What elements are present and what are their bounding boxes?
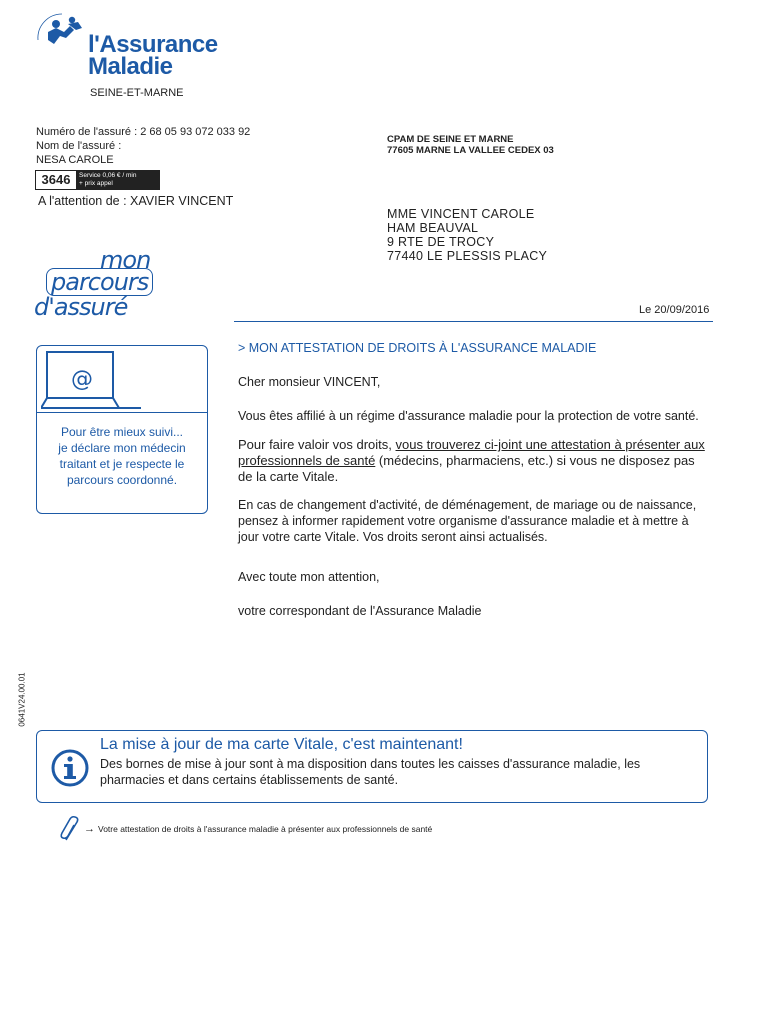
medecin-traitant-box [36, 345, 208, 514]
side-box-text: Pour être mieux suivi... je déclare mon médecin traitant et je respecte le parcours coordonné. [58, 425, 186, 487]
computer-at-icon [41, 350, 141, 416]
header-rule [234, 321, 713, 322]
assurance-maladie-logo [34, 8, 218, 83]
insured-name-value: NESA CAROLE [36, 154, 114, 166]
insured-number: Numéro de l'assuré : 2 68 05 93 072 033 92 [36, 126, 251, 138]
sender-line1: CPAM DE SEINE ET MARNE [387, 134, 514, 145]
letter-greeting: Cher monsieur VINCENT, [238, 375, 381, 389]
letter-subject: > MON ATTESTATION DE DROITS À L'ASSURANCE MALADIE [238, 341, 597, 355]
insured-name-label: Nom de l'assuré : [36, 140, 122, 152]
p2-start: Pour faire valoir vos droits, [238, 437, 396, 452]
letter-closing: Avec toute mon attention, [238, 570, 380, 584]
attachment-note [58, 815, 432, 843]
recipient-line4: 77440 LE PLESSIS PLACY [387, 249, 548, 263]
letter-date: Le 20/09/2016 [639, 304, 710, 316]
phone-rate-line2: + prix appel [79, 179, 113, 187]
letter-paragraph-2 [238, 437, 710, 485]
side-box-divider [37, 412, 207, 413]
p2-underlined: vous trouverez ci-joint une attestation à présenter aux professionnels de santé [238, 437, 705, 468]
logo-figures-icon [34, 10, 94, 50]
parcours-line2: parcours [46, 268, 153, 296]
parcours-line3: d'assuré [34, 293, 128, 321]
info-box-title: La mise à jour de ma carte Vitale, c'est maintenant! [100, 736, 463, 753]
logo-line2: Maladie [88, 53, 173, 80]
info-icon [51, 749, 89, 787]
recipient-line1: MME VINCENT CAROLE [387, 207, 535, 221]
parcours-logo [34, 248, 184, 328]
phone-badge [35, 170, 160, 190]
paperclip-icon [58, 815, 82, 843]
vitale-info-box [36, 730, 708, 803]
recipient-address [387, 207, 547, 263]
attachment-arrow: → [84, 823, 95, 835]
phone-rate-line1: Service 0,06 € / min [79, 172, 137, 179]
logo-line1: l'Assurance [88, 31, 218, 58]
letter-signature: votre correspondant de l'Assurance Maladie [238, 604, 482, 618]
sender-line2: 77605 MARNE LA VALLEE CEDEX 03 [387, 145, 554, 156]
attachment-text: Votre attestation de droits à l'assurance maladie à présenter aux professionnels de santé [98, 824, 433, 834]
svg-text:@: @ [71, 367, 93, 392]
letter-paragraph-1: Vous êtes affilié à un régime d'assurance maladie pour la protection de votre santé. [238, 409, 699, 423]
attention-line: A l'attention de : XAVIER VINCENT [38, 194, 234, 208]
document-code: 0641V24.00.01 [17, 672, 27, 727]
phone-number: 3646 [36, 171, 76, 189]
recipient-line2: HAM BEAUVAL [387, 221, 479, 235]
parcours-line1: mon [100, 246, 151, 274]
p2-end: (médecins, pharmaciens, etc.) si vous ne disposez pas de la carte Vitale. [238, 453, 695, 484]
phone-rate [76, 171, 159, 189]
info-box-body: Des bornes de mise à jour sont à ma disposition dans toutes les caisses d'assurance maladie, les pharmacies et dans certains établissements de santé. [100, 757, 641, 787]
letter-paragraph-3: En cas de changement d'activité, de déménagement, de mariage ou de naissance, pensez à informer rapidement votre organisme d'assurance maladie et à mettre à jour votre carte Vitale. Vos droits seront ainsi actualisés. [238, 498, 697, 544]
sender-address [387, 134, 554, 156]
recipient-line3: 9 RTE DE TROCY [387, 235, 495, 249]
region-label: SEINE-ET-MARNE [90, 87, 184, 99]
